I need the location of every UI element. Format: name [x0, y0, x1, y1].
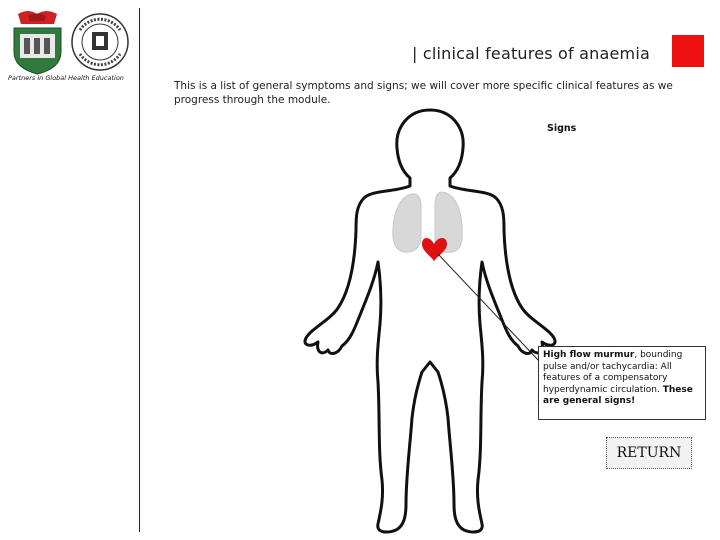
body-outline-figure — [300, 100, 560, 540]
sidebar-divider — [139, 8, 140, 532]
note-body: , bounding pulse and/or tachycardia: All features of a compensatory hyperdynamic circulation. — [543, 350, 683, 395]
university-crest-logo — [10, 8, 65, 76]
page-title: | clinical features of anaemia — [411, 44, 650, 63]
note-lead: High flow murmur — [543, 350, 635, 360]
signs-heading: Signs — [547, 123, 577, 134]
college-seal-logo — [70, 8, 130, 76]
note-tail: These are general signs! — [543, 384, 693, 407]
red-square-marker — [672, 35, 704, 67]
signs-note-box — [538, 346, 706, 420]
intro-text: This is a list of general symptoms and signs; we will cover more specific clinical features as we progress through the module. — [174, 80, 673, 106]
partners-caption: Partners in Global Health Education — [8, 74, 124, 82]
return-button[interactable]: RETURN — [606, 437, 692, 469]
body-outline — [305, 110, 555, 532]
